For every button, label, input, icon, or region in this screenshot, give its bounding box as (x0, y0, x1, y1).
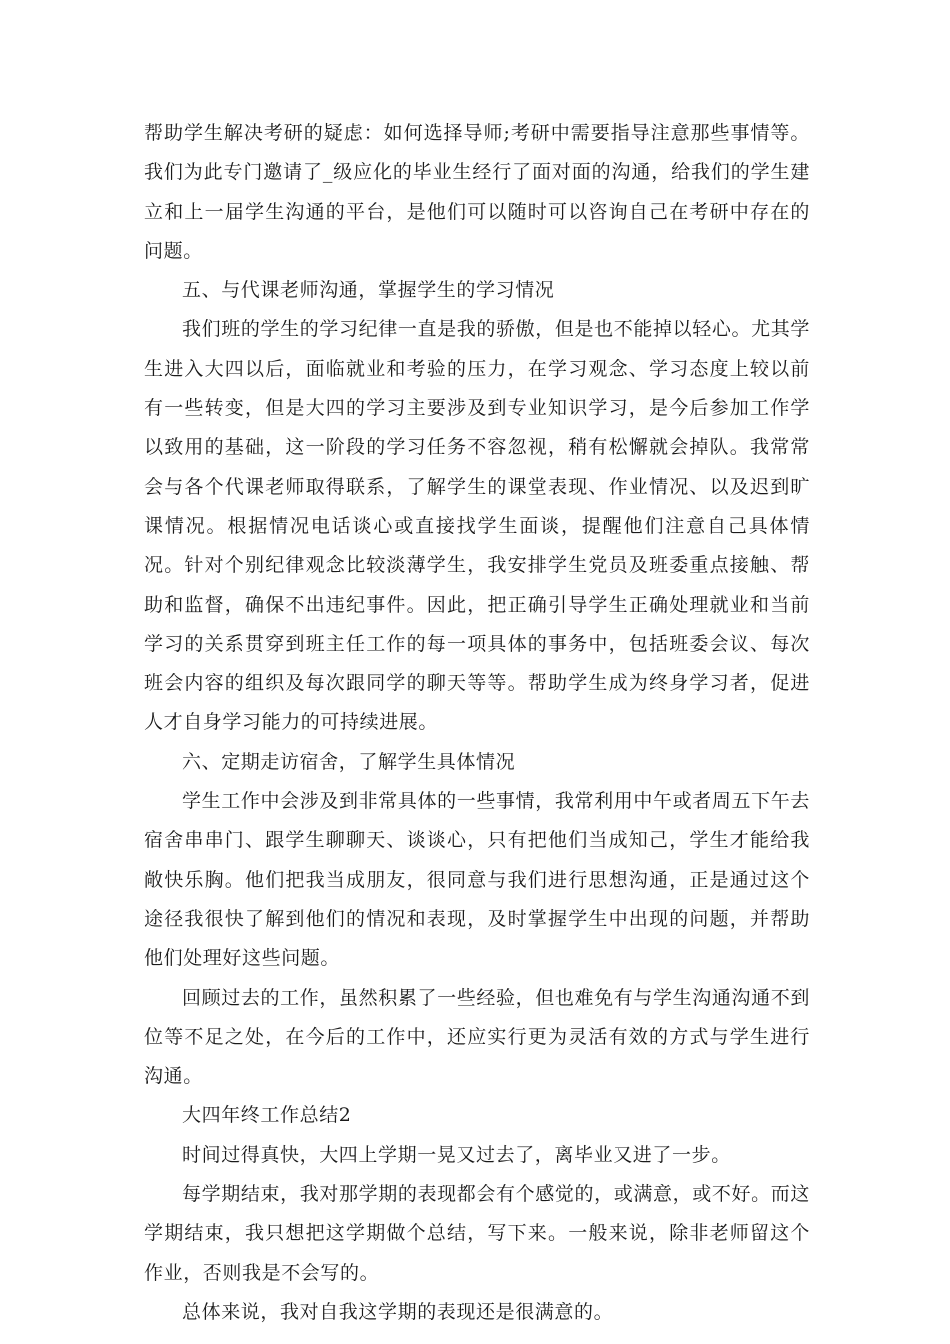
section-heading-5: 五、与代课老师沟通，掌握学生的学习情况 (182, 279, 555, 302)
paragraph-semester-end: 每学期结束，我对那学期的表现都会有个感觉的，或满意，或不好。而这学期结束，我只想把这学期做个总结，写下来。一般来说，除非老师留这个作业，否则我是不会写的。 (144, 1183, 810, 1284)
article-title-2: 大四年终工作总结2 (182, 1104, 352, 1127)
document-page (144, 114, 810, 1332)
paragraph-review: 回顾过去的工作，虽然积累了一些经验，但也难免有与学生沟通沟通不到位等不足之处，在今后的工作中，还应实行更为灵活有效的方式与学生进行沟通。 (144, 986, 810, 1088)
paragraph-dorm-visit: 学生工作中会涉及到非常具体的一些事情，我常利用中午或者周五下午去宿舍串串门、跟学生聊聊天、谈谈心，只有把他们当成知己，学生才能给我敞快乐胸。他们把我当成朋友，很同意与我们进行思想沟通，正是通过这个途径我很快了解到他们的情况和表现，及时掌握学生中出现的问题，并帮助他们处理好这些问题。 (144, 790, 810, 970)
paragraph-study-discipline: 我们班的学生的学习纪律一直是我的骄傲，但是也不能掉以轻心。尤其学生进入大四以后，面临就业和考验的压力，在学习观念、学习态度上较以前有一些转变，但是大四的学习主要涉及到专业知识学习，是今后参加工作学以致用的基础，这一阶段的学习任务不容忽视，稍有松懈就会掉队。我常常会与各个代课老师取得联系，了解学生的课堂表现、作业情况、以及迟到旷课情况。根据情况电话谈心或直接找学生面谈，提醒他们注意自己具体情况。针对个别纪律观念比较淡薄学生，我安排学生党员及班委重点接触、帮助和监督，确保不出违纪事件。因此，把正确引导学生正确处理就业和当前学习的关系贯穿到班主任工作的每一项具体的事务中，包括班委会议、每次班会内容的组织及每次跟同学的聊天等等。帮助学生成为终身学习者，促进人才自身学习能力的可持续进展。 (144, 318, 810, 734)
paragraph-overall: 总体来说，我对自我这学期的表现还是很满意的。 (182, 1300, 614, 1323)
section-heading-6: 六、定期走访宿舍，了解学生具体情况 (182, 750, 516, 773)
paragraph-time-flies: 时间过得真快，大四上学期一晃又过去了，离毕业又进了一步。 (182, 1143, 731, 1166)
paragraph-consult: 帮助学生解决考研的疑虑：如何选择导师;考研中需要指导注意那些事情等。我们为此专门邀请了_级应化的毕业生经行了面对面的沟通，给我们的学生建立和上一届学生沟通的平台，是他们可以随时可以咨询自己在考研中存在的问题。 (144, 122, 810, 262)
